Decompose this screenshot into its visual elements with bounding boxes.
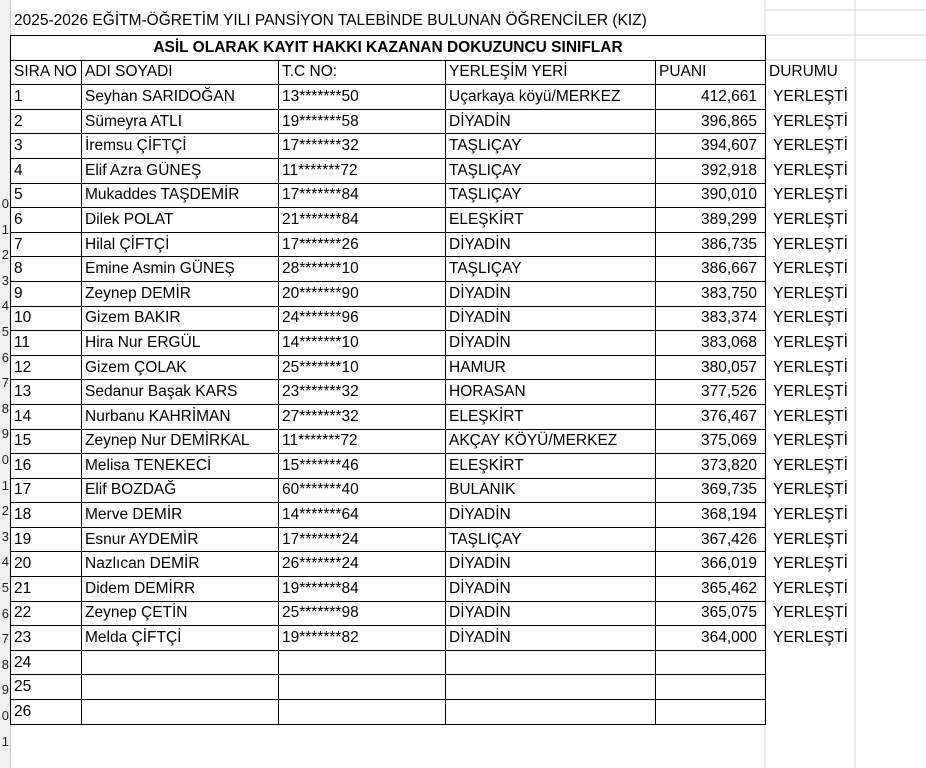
header-tc-no[interactable]: T.C NO: xyxy=(279,60,446,85)
cell-sira-no[interactable]: 17 xyxy=(11,478,82,503)
cell-durumu[interactable]: YERLEŞTİ xyxy=(773,506,848,524)
cell-durumu[interactable]: YERLEŞTİ xyxy=(773,604,848,622)
cell-puani[interactable]: 365,462 xyxy=(656,577,766,602)
cell-tc-no[interactable]: 17*******24 xyxy=(279,527,446,552)
subtitle-row xyxy=(11,36,856,61)
cell-puani[interactable]: 383,750 xyxy=(656,281,766,306)
cell-yerlesim-yeri[interactable]: HORASAN xyxy=(446,380,656,405)
table-row xyxy=(11,577,856,602)
table-row xyxy=(11,404,856,429)
row-header-number[interactable]: 0 xyxy=(1,708,9,723)
table-row xyxy=(11,527,856,552)
row-header-number[interactable]: 2 xyxy=(1,503,9,519)
cell-adi-soyadi[interactable]: Hira Nur ERGÜL xyxy=(82,331,279,356)
cell-durumu[interactable]: YERLEŞTİ xyxy=(773,235,848,253)
cell-tc-no[interactable]: 17*******32 xyxy=(279,134,446,159)
cell-yerlesim-yeri[interactable]: AKÇAY KÖYÜ/MERKEZ xyxy=(446,429,656,454)
cell-sira-no[interactable]: 7 xyxy=(11,232,82,257)
cell-puani[interactable]: 365,075 xyxy=(656,601,766,626)
cell-adi-soyadi[interactable]: Esnur AYDEMİR xyxy=(82,527,279,552)
header-sira-no[interactable]: SIRA NO xyxy=(11,60,82,85)
cell-tc-no[interactable]: 11*******72 xyxy=(279,158,446,183)
table-subtitle: ASİL OLARAK KAYIT HAKKI KAZANAN DOKUZUNCU SINIFLAR xyxy=(11,36,766,61)
row-header-number[interactable]: 6 xyxy=(1,605,9,621)
cell-sira-no[interactable]: 11 xyxy=(11,331,82,356)
header-yerlesim-yeri[interactable]: YERLEŞİM YERİ xyxy=(446,60,656,85)
table-row xyxy=(11,257,856,282)
cell-sira-no[interactable]: 18 xyxy=(11,503,82,528)
cell-puani[interactable]: 390,010 xyxy=(656,183,766,208)
cell-puani[interactable]: 375,069 xyxy=(656,429,766,454)
table-row xyxy=(11,478,856,503)
cell-puani[interactable]: 373,820 xyxy=(656,454,766,479)
cell-yerlesim-yeri[interactable]: DİYADİN xyxy=(446,577,656,602)
cell-adi-soyadi[interactable]: Emine Asmin GÜNEŞ xyxy=(82,257,279,282)
cell-tc-no[interactable]: 19*******58 xyxy=(279,109,446,134)
cell-adi-soyadi[interactable]: Nurbanu KAHRİMAN xyxy=(82,404,279,429)
row-header-number[interactable]: 0 xyxy=(1,452,9,467)
cell-puani[interactable]: 386,735 xyxy=(656,232,766,257)
table-row xyxy=(11,454,856,479)
cell-adi-soyadi[interactable]: Gizem BAKIR xyxy=(82,306,279,331)
cell-tc-no[interactable]: 14*******10 xyxy=(279,331,446,356)
cell-durumu[interactable]: YERLEŞTİ xyxy=(773,407,848,425)
table-row xyxy=(11,306,856,331)
table-row xyxy=(11,503,856,528)
cell-sira-no[interactable]: 4 xyxy=(11,158,82,183)
row-header-number[interactable]: 7 xyxy=(1,375,9,391)
cell-adi-soyadi[interactable]: Hilal ÇİFTÇİ xyxy=(82,232,279,257)
cell-yerlesim-yeri[interactable]: TAŞLIÇAY xyxy=(446,134,656,159)
cell-durumu[interactable]: YERLEŞTİ xyxy=(773,333,848,351)
cell-adi-soyadi[interactable]: Mukaddes TAŞDEMİR xyxy=(82,183,279,208)
cell-tc-no[interactable]: 14*******64 xyxy=(279,503,446,528)
cell-tc-no[interactable]: 20*******90 xyxy=(279,281,446,306)
table-row xyxy=(11,601,856,626)
cell-yerlesim-yeri[interactable]: DİYADİN xyxy=(446,281,656,306)
cell-yerlesim-yeri[interactable]: BULANIK xyxy=(446,478,656,503)
cell-sira-no[interactable]: 6 xyxy=(11,208,82,233)
cell-puani[interactable]: 367,426 xyxy=(656,527,766,552)
cell-yerlesim-yeri[interactable]: DİYADİN xyxy=(446,601,656,626)
cell-tc-no[interactable]: 60*******40 xyxy=(279,478,446,503)
cell-sira-no[interactable]: 16 xyxy=(11,454,82,479)
cell-sira-no[interactable]: 1 xyxy=(11,85,82,110)
cell-sira-no[interactable]: 12 xyxy=(11,355,82,380)
cell-sira-no[interactable]: 9 xyxy=(11,281,82,306)
student-table xyxy=(10,35,856,725)
cell-puani[interactable]: 412,661 xyxy=(656,85,766,110)
cell-puani[interactable] xyxy=(656,650,766,675)
table-row xyxy=(11,158,856,183)
row-header-number[interactable]: 5 xyxy=(1,324,9,339)
cell-puani[interactable]: 364,000 xyxy=(656,626,766,651)
table-row xyxy=(11,331,856,356)
cell-adi-soyadi[interactable]: Sümeyra ATLI xyxy=(82,109,279,134)
header-row xyxy=(11,60,856,85)
cell-durumu[interactable]: YERLEŞTİ xyxy=(773,629,848,647)
cell-adi-soyadi[interactable]: Melisa TENEKECİ xyxy=(82,454,279,479)
row-header-number[interactable]: 6 xyxy=(1,349,9,365)
cell-adi-soyadi[interactable]: Zeynep DEMİR xyxy=(82,281,279,306)
sheet-title: 2025-2026 EĞİTM-ÖĞRETİM YILI PANSİYON TALEBİNDE BULUNAN ÖĞRENCİLER (KIZ) xyxy=(14,12,647,29)
cell-puani[interactable]: 392,918 xyxy=(656,158,766,183)
cell-yerlesim-yeri[interactable]: DİYADİN xyxy=(446,109,656,134)
cell-adi-soyadi[interactable] xyxy=(82,650,279,675)
cell-yerlesim-yeri[interactable] xyxy=(446,675,656,700)
cell-tc-no[interactable]: 19*******84 xyxy=(279,577,446,602)
row-header-number[interactable]: 3 xyxy=(1,272,9,288)
table-row xyxy=(11,109,856,134)
cell-durumu[interactable] xyxy=(766,650,856,675)
cell-tc-no[interactable]: 15*******46 xyxy=(279,454,446,479)
row-header-number[interactable]: 1 xyxy=(1,733,9,749)
cell-tc-no[interactable]: 25*******10 xyxy=(279,355,446,380)
cell-tc-no[interactable]: 17*******26 xyxy=(279,232,446,257)
empty-cell[interactable] xyxy=(766,36,856,61)
table-row xyxy=(11,700,856,725)
cell-yerlesim-yeri[interactable]: DİYADİN xyxy=(446,503,656,528)
cell-sira-no[interactable]: 26 xyxy=(11,700,82,725)
table-row xyxy=(11,281,856,306)
cell-yerlesim-yeri[interactable]: TAŞLIÇAY xyxy=(446,257,656,282)
row-header-number[interactable]: 5 xyxy=(1,580,9,595)
cell-adi-soyadi[interactable]: Gizem ÇOLAK xyxy=(82,355,279,380)
cell-puani[interactable] xyxy=(656,675,766,700)
cell-tc-no[interactable]: 24*******96 xyxy=(279,306,446,331)
row-header-number[interactable]: 9 xyxy=(1,426,9,442)
row-header-number[interactable]: 2 xyxy=(1,247,9,263)
cell-yerlesim-yeri[interactable]: ELEŞKİRT xyxy=(446,404,656,429)
cell-puani[interactable]: 377,526 xyxy=(656,380,766,405)
table-row xyxy=(11,626,856,651)
cell-yerlesim-yeri[interactable]: DİYADİN xyxy=(446,626,656,651)
cell-puani[interactable]: 366,019 xyxy=(656,552,766,577)
cell-adi-soyadi[interactable]: Zeynep Nur DEMİRKAL xyxy=(82,429,279,454)
cell-durumu[interactable]: YERLEŞTİ xyxy=(773,383,848,401)
cell-puani[interactable]: 376,467 xyxy=(656,404,766,429)
cell-durumu[interactable]: YERLEŞTİ xyxy=(773,284,848,302)
cell-durumu[interactable]: YERLEŞTİ xyxy=(773,186,848,204)
cell-sira-no[interactable]: 22 xyxy=(11,601,82,626)
cell-puani[interactable]: 383,068 xyxy=(656,331,766,356)
cell-sira-no[interactable]: 23 xyxy=(11,626,82,651)
cell-durumu[interactable]: YERLEŞTİ xyxy=(773,87,848,105)
row-header-number[interactable]: 0 xyxy=(1,196,9,211)
cell-durumu[interactable]: YERLEŞTİ xyxy=(773,260,848,278)
table-row xyxy=(11,355,856,380)
cell-durumu[interactable]: YERLEŞTİ xyxy=(773,309,848,327)
cell-puani[interactable] xyxy=(656,700,766,725)
cell-adi-soyadi[interactable]: Seyhan SARIDOĞAN xyxy=(82,85,279,110)
cell-puani[interactable]: 394,607 xyxy=(656,134,766,159)
cell-durumu[interactable]: YERLEŞTİ xyxy=(773,530,848,548)
cell-durumu[interactable]: YERLEŞTİ xyxy=(773,579,848,597)
cell-tc-no[interactable]: 17*******84 xyxy=(279,183,446,208)
cell-tc-no[interactable]: 21*******84 xyxy=(279,208,446,233)
cell-puani[interactable]: 383,374 xyxy=(656,306,766,331)
cell-adi-soyadi[interactable] xyxy=(82,675,279,700)
cell-sira-no[interactable]: 15 xyxy=(11,429,82,454)
cell-sira-no[interactable]: 24 xyxy=(11,650,82,675)
cell-yerlesim-yeri[interactable]: ELEŞKİRT xyxy=(446,208,656,233)
cell-sira-no[interactable]: 3 xyxy=(11,134,82,159)
table-row xyxy=(11,85,856,110)
cell-adi-soyadi[interactable]: Zeynep ÇETİN xyxy=(82,601,279,626)
cell-adi-soyadi[interactable]: Melda ÇİFTÇİ xyxy=(82,626,279,651)
cell-sira-no[interactable]: 21 xyxy=(11,577,82,602)
cell-yerlesim-yeri[interactable] xyxy=(446,650,656,675)
cell-durumu[interactable]: YERLEŞTİ xyxy=(773,161,848,179)
cell-yerlesim-yeri[interactable]: DİYADİN xyxy=(446,232,656,257)
row-header-number[interactable]: 7 xyxy=(1,631,9,647)
cell-tc-no[interactable] xyxy=(279,650,446,675)
row-header-number[interactable]: 1 xyxy=(1,221,9,237)
cell-durumu[interactable]: YERLEŞTİ xyxy=(773,481,848,499)
cell-puani[interactable]: 389,299 xyxy=(656,208,766,233)
cell-puani[interactable]: 380,057 xyxy=(656,355,766,380)
cell-adi-soyadi[interactable]: Didem DEMİRR xyxy=(82,577,279,602)
cell-sira-no[interactable]: 25 xyxy=(11,675,82,700)
cell-sira-no[interactable]: 13 xyxy=(11,380,82,405)
table-row xyxy=(11,675,856,700)
cell-tc-no[interactable]: 26*******24 xyxy=(279,552,446,577)
cell-durumu[interactable]: YERLEŞTİ xyxy=(773,137,848,155)
cell-yerlesim-yeri[interactable]: TAŞLIÇAY xyxy=(446,527,656,552)
cell-adi-soyadi[interactable]: Dilek POLAT xyxy=(82,208,279,233)
cell-tc-no[interactable]: 11*******72 xyxy=(279,429,446,454)
cell-tc-no[interactable]: 25*******98 xyxy=(279,601,446,626)
header-durumu[interactable]: DURUMU xyxy=(769,63,838,81)
cell-adi-soyadi[interactable] xyxy=(82,700,279,725)
cell-tc-no[interactable]: 13*******50 xyxy=(279,85,446,110)
cell-durumu[interactable] xyxy=(766,675,856,700)
cell-puani[interactable]: 369,735 xyxy=(656,478,766,503)
cell-adi-soyadi[interactable]: Merve DEMİR xyxy=(82,503,279,528)
cell-sira-no[interactable]: 14 xyxy=(11,404,82,429)
cell-durumu[interactable]: YERLEŞTİ xyxy=(773,358,848,376)
cell-yerlesim-yeri[interactable]: DİYADİN xyxy=(446,552,656,577)
cell-yerlesim-yeri[interactable]: TAŞLIÇAY xyxy=(446,158,656,183)
cell-yerlesim-yeri[interactable]: DİYADİN xyxy=(446,331,656,356)
header-adi-soyadi[interactable]: ADI SOYADI xyxy=(82,60,279,85)
cell-durumu[interactable]: YERLEŞTİ xyxy=(773,456,848,474)
cell-adi-soyadi[interactable]: İremsu ÇİFTÇİ xyxy=(82,134,279,159)
row-header-number[interactable]: 1 xyxy=(1,477,9,493)
cell-adi-soyadi[interactable]: Elif BOZDAĞ xyxy=(82,478,279,503)
cell-adi-soyadi[interactable]: Sedanur Başak KARS xyxy=(82,380,279,405)
cell-sira-no[interactable]: 2 xyxy=(11,109,82,134)
cell-adi-soyadi[interactable]: Nazlıcan DEMİR xyxy=(82,552,279,577)
row-header-number[interactable]: 4 xyxy=(1,298,9,314)
cell-yerlesim-yeri[interactable]: TAŞLIÇAY xyxy=(446,183,656,208)
row-header-number[interactable]: 8 xyxy=(1,656,9,672)
row-header-number[interactable]: 8 xyxy=(1,400,9,416)
cell-tc-no[interactable]: 23*******32 xyxy=(279,380,446,405)
cell-tc-no[interactable] xyxy=(279,675,446,700)
cell-durumu[interactable]: YERLEŞTİ xyxy=(773,432,848,450)
cell-sira-no[interactable]: 10 xyxy=(11,306,82,331)
cell-durumu[interactable]: YERLEŞTİ xyxy=(773,210,848,228)
table-row xyxy=(11,650,856,675)
cell-tc-no[interactable]: 28*******10 xyxy=(279,257,446,282)
table-row xyxy=(11,183,856,208)
cell-sira-no[interactable]: 20 xyxy=(11,552,82,577)
cell-puani[interactable]: 386,667 xyxy=(656,257,766,282)
cell-tc-no[interactable]: 19*******82 xyxy=(279,626,446,651)
table-row xyxy=(11,429,856,454)
table-row xyxy=(11,552,856,577)
cell-yerlesim-yeri[interactable] xyxy=(446,700,656,725)
table-row xyxy=(11,380,856,405)
cell-puani[interactable]: 368,194 xyxy=(656,503,766,528)
cell-sira-no[interactable]: 5 xyxy=(11,183,82,208)
cell-adi-soyadi[interactable]: Elif Azra GÜNEŞ xyxy=(82,158,279,183)
cell-durumu[interactable]: YERLEŞTİ xyxy=(773,555,848,573)
cell-yerlesim-yeri[interactable]: HAMUR xyxy=(446,355,656,380)
cell-tc-no[interactable] xyxy=(279,700,446,725)
header-puani[interactable]: PUANI xyxy=(656,60,766,85)
cell-yerlesim-yeri[interactable]: DİYADİN xyxy=(446,306,656,331)
row-header-number[interactable]: 3 xyxy=(1,528,9,544)
cell-durumu[interactable] xyxy=(766,700,856,725)
row-header-number[interactable]: 4 xyxy=(1,554,9,570)
table-row xyxy=(11,232,856,257)
cell-yerlesim-yeri[interactable]: ELEŞKİRT xyxy=(446,454,656,479)
cell-yerlesim-yeri[interactable]: Uçarkaya köyü/MERKEZ xyxy=(446,85,656,110)
table-row xyxy=(11,134,856,159)
cell-sira-no[interactable]: 19 xyxy=(11,527,82,552)
cell-durumu[interactable]: YERLEŞTİ xyxy=(773,112,848,130)
cell-sira-no[interactable]: 8 xyxy=(11,257,82,282)
row-header-number[interactable]: 9 xyxy=(1,682,9,698)
cell-puani[interactable]: 396,865 xyxy=(656,109,766,134)
cell-tc-no[interactable]: 27*******32 xyxy=(279,404,446,429)
table-row xyxy=(11,208,856,233)
